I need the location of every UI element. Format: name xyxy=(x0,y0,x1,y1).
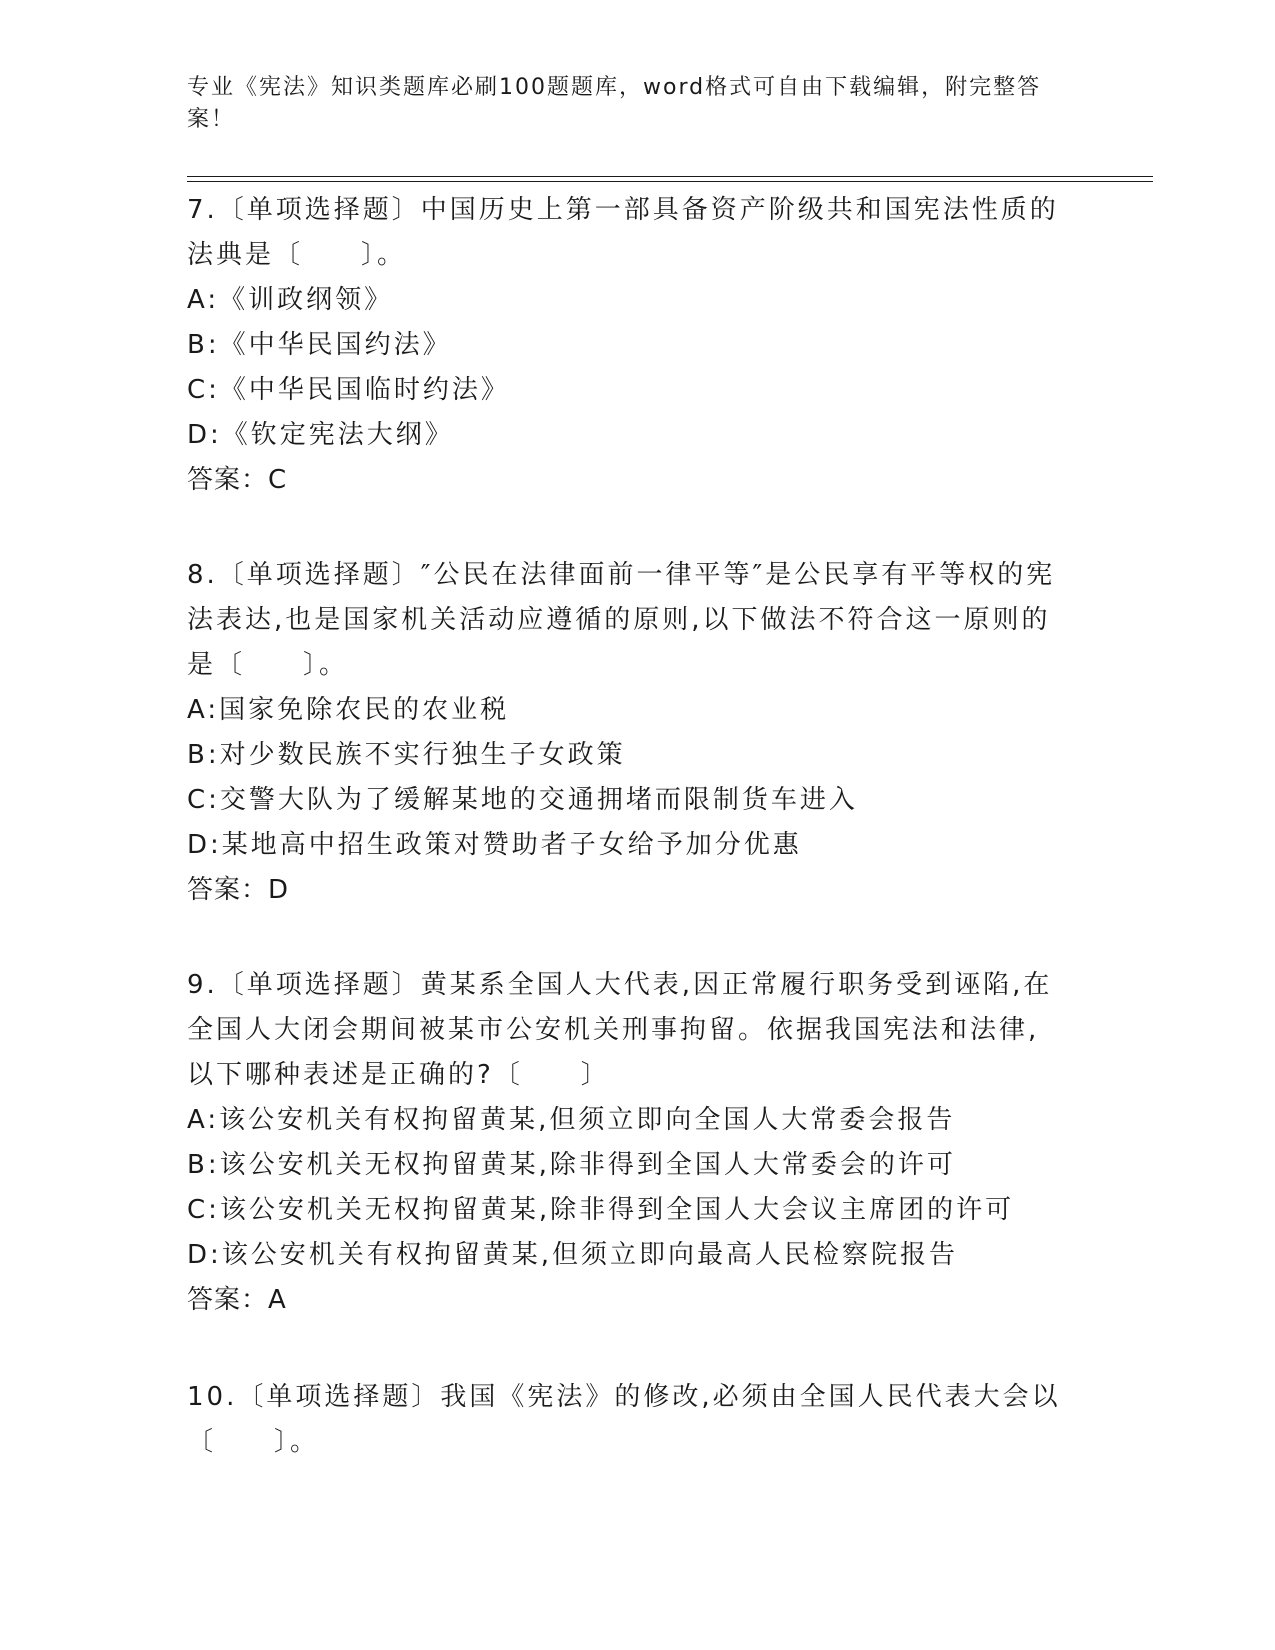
option-c: C:该公安机关无权拘留黄某,除非得到全国人大会议主席团的许可 xyxy=(187,1195,1015,1225)
question-text: 7.〔单项选择题〕中国历史上第一部具备资产阶级共和国宪法性质的法典是〔 〕。 xyxy=(187,195,1059,270)
question-7 xyxy=(187,188,1067,503)
option-a: A:《训政纲领》 xyxy=(187,285,394,315)
header-divider-bottom xyxy=(187,181,1153,182)
option-c: C:《中华民国临时约法》 xyxy=(187,375,510,405)
option-b: B:对少数民族不实行独生子女政策 xyxy=(187,740,626,770)
question-text: 8.〔单项选择题〕″公民在法律面前一律平等″是公民享有平等权的宪法表达,也是国家机关活动应遵循的原则,以下做法不符合这一原则的是〔 〕。 xyxy=(187,560,1056,680)
header-divider-top xyxy=(187,176,1153,177)
answer: 答案：D xyxy=(187,875,290,905)
option-d: D:该公安机关有权拘留黄某,但须立即向最高人民检察院报告 xyxy=(187,1240,959,1270)
option-a: A:该公安机关有权拘留黄某,但须立即向全国人大常委会报告 xyxy=(187,1105,956,1135)
answer: 答案：A xyxy=(187,1285,287,1315)
option-a: A:国家免除农民的农业税 xyxy=(187,695,510,725)
question-text: 9.〔单项选择题〕黄某系全国人大代表,因正常履行职务受到诬陷,在全国人大闭会期间被某市公安机关刑事拘留。依据我国宪法和法律,以下哪种表述是正确的?〔 〕 xyxy=(187,970,1053,1090)
answer: 答案：C xyxy=(187,465,288,495)
document-header: 专业《宪法》知识类题库必刷100题题库，word格式可自由下载编辑，附完整答案！ xyxy=(187,75,1042,132)
option-d: D:《钦定宪法大纲》 xyxy=(187,420,454,450)
question-10 xyxy=(187,1375,1067,1465)
option-b: B:《中华民国约法》 xyxy=(187,330,452,360)
question-text: 10.〔单项选择题〕我国《宪法》的修改,必须由全国人民代表大会以〔 〕。 xyxy=(187,1382,1061,1457)
option-b: B:该公安机关无权拘留黄某,除非得到全国人大常委会的许可 xyxy=(187,1150,956,1180)
question-8 xyxy=(187,553,1067,913)
question-9 xyxy=(187,963,1067,1323)
option-c: C:交警大队为了缓解某地的交通拥堵而限制货车进入 xyxy=(187,785,858,815)
option-d: D:某地高中招生政策对赞助者子女给予加分优惠 xyxy=(187,830,802,860)
